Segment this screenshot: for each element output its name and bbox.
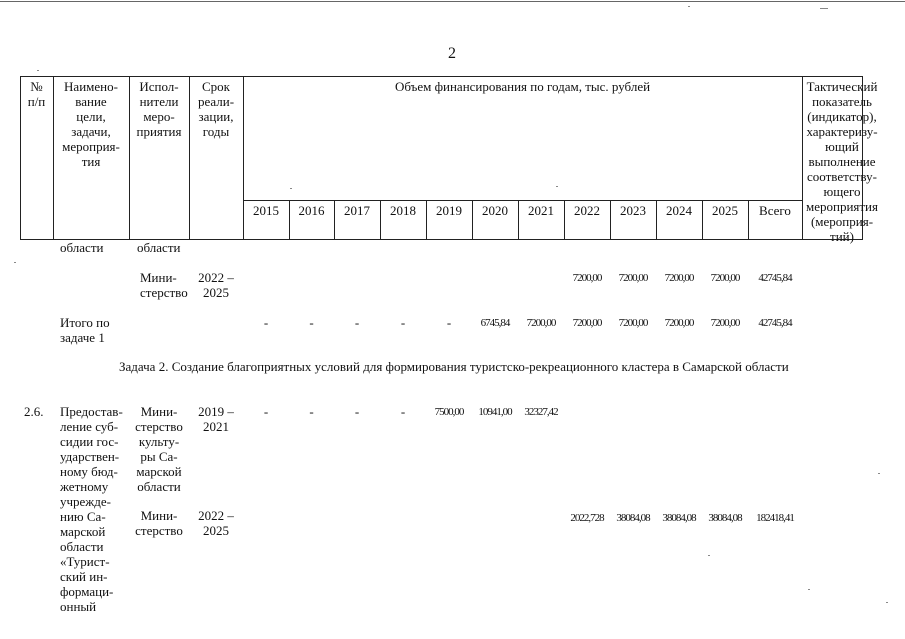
value-cell: 7200,00 <box>618 317 648 329</box>
scan-speck <box>14 262 16 263</box>
year-header: 2023 <box>620 203 646 218</box>
value-cell: 38084,08 <box>708 512 742 524</box>
value-cell: 7200,00 <box>618 272 648 284</box>
value-cell: - <box>446 315 452 330</box>
header-name: Наимено- вание цели, задачи, мероприя- тия <box>62 79 120 169</box>
value-cell: 10941,00 <box>478 406 512 418</box>
year-header: 2021 <box>528 203 554 218</box>
value-cell: - <box>309 404 314 419</box>
scan-speck <box>708 555 710 556</box>
total-cell: 42745,84 <box>758 272 792 284</box>
value-cell: - <box>263 315 269 330</box>
measure-name-cell: Предостав- ление суб- сидии гос- ударствен- ному бюд- жетному учрежде- нию Са- марской области «Турист- ский ин- формаци- онный <box>60 404 123 614</box>
year-header: 2022 <box>574 203 600 218</box>
page-number: 2 <box>448 45 456 62</box>
term-cell: 2019 – 2021 <box>198 404 234 434</box>
year-header: 2018 <box>390 203 416 218</box>
scan-speck <box>820 8 828 9</box>
scan-speck <box>886 602 888 603</box>
scan-speck <box>878 473 880 474</box>
value-cell: 7200,00 <box>572 317 602 329</box>
value-cell: 7200,00 <box>572 272 602 284</box>
value-cell: 7500,00 <box>434 406 464 418</box>
year-header: 2019 <box>436 203 462 218</box>
value-cell: 6745,84 <box>480 317 510 329</box>
page-top-border <box>0 1 905 2</box>
header-funding: Объем финансирования по годам, тыс. рублей <box>394 79 651 94</box>
task-title: Задача 2. Создание благоприятных условий для формирования туристско-рекреационного кластера в Самарской области <box>119 359 789 374</box>
year-header: 2016 <box>298 203 325 218</box>
year-header: 2024 <box>666 203 692 218</box>
value-cell: - <box>400 315 406 330</box>
value-cell: - <box>354 315 360 330</box>
year-header: 2020 <box>482 203 508 218</box>
header-executor: Испол- нители меро- приятия <box>136 79 182 139</box>
header-indicator: Тактический показатель (индикатор), характеризу- ющий выполнение соответству- ющего мероприятия (мероприя- тий) <box>805 79 878 244</box>
value-cell: 7200,00 <box>664 272 694 284</box>
continued-executor-cell: области <box>137 240 181 255</box>
executor-cell: Мини- стерство культу- ры Са- марской области <box>135 404 183 494</box>
year-header: 2025 <box>712 203 738 218</box>
year-header: 2015 <box>253 203 279 218</box>
executor-cell: Мини- стерство <box>140 270 188 300</box>
years-row-line <box>243 200 802 201</box>
value-cell: 32327,42 <box>524 406 558 418</box>
value-cell: - <box>309 315 314 330</box>
year-header: 2017 <box>344 203 370 218</box>
itogo-label: Итого по задаче 1 <box>60 315 110 345</box>
value-cell: 7200,00 <box>526 317 556 329</box>
value-cell: - <box>263 404 269 419</box>
header-num: № п/п <box>27 79 46 109</box>
header-term: Срок реали- зации, годы <box>197 79 235 139</box>
value-cell: 38084,08 <box>616 512 650 524</box>
scan-speck <box>556 186 558 187</box>
scan-speck <box>688 6 690 7</box>
scan-speck <box>808 589 810 590</box>
value-cell: 38084,08 <box>662 512 696 524</box>
continued-name-cell: области <box>60 240 104 255</box>
total-cell: 42745,84 <box>758 317 792 329</box>
scan-speck <box>37 70 39 71</box>
table-top-line <box>20 76 863 77</box>
value-cell: 7200,00 <box>710 317 740 329</box>
value-cell: - <box>354 404 360 419</box>
value-cell: 7200,00 <box>664 317 694 329</box>
term-cell: 2022 – 2025 <box>198 270 234 300</box>
row-number: 2.6. <box>24 404 44 419</box>
value-cell: - <box>400 404 406 419</box>
year-header: Всего <box>759 203 791 218</box>
total-cell: 182418,41 <box>756 512 794 524</box>
executor-cell: Мини- стерство <box>135 508 183 538</box>
scan-speck <box>290 188 292 189</box>
value-cell: 2022,728 <box>570 512 604 524</box>
term-cell: 2022 – 2025 <box>198 508 234 538</box>
value-cell: 7200,00 <box>710 272 740 284</box>
